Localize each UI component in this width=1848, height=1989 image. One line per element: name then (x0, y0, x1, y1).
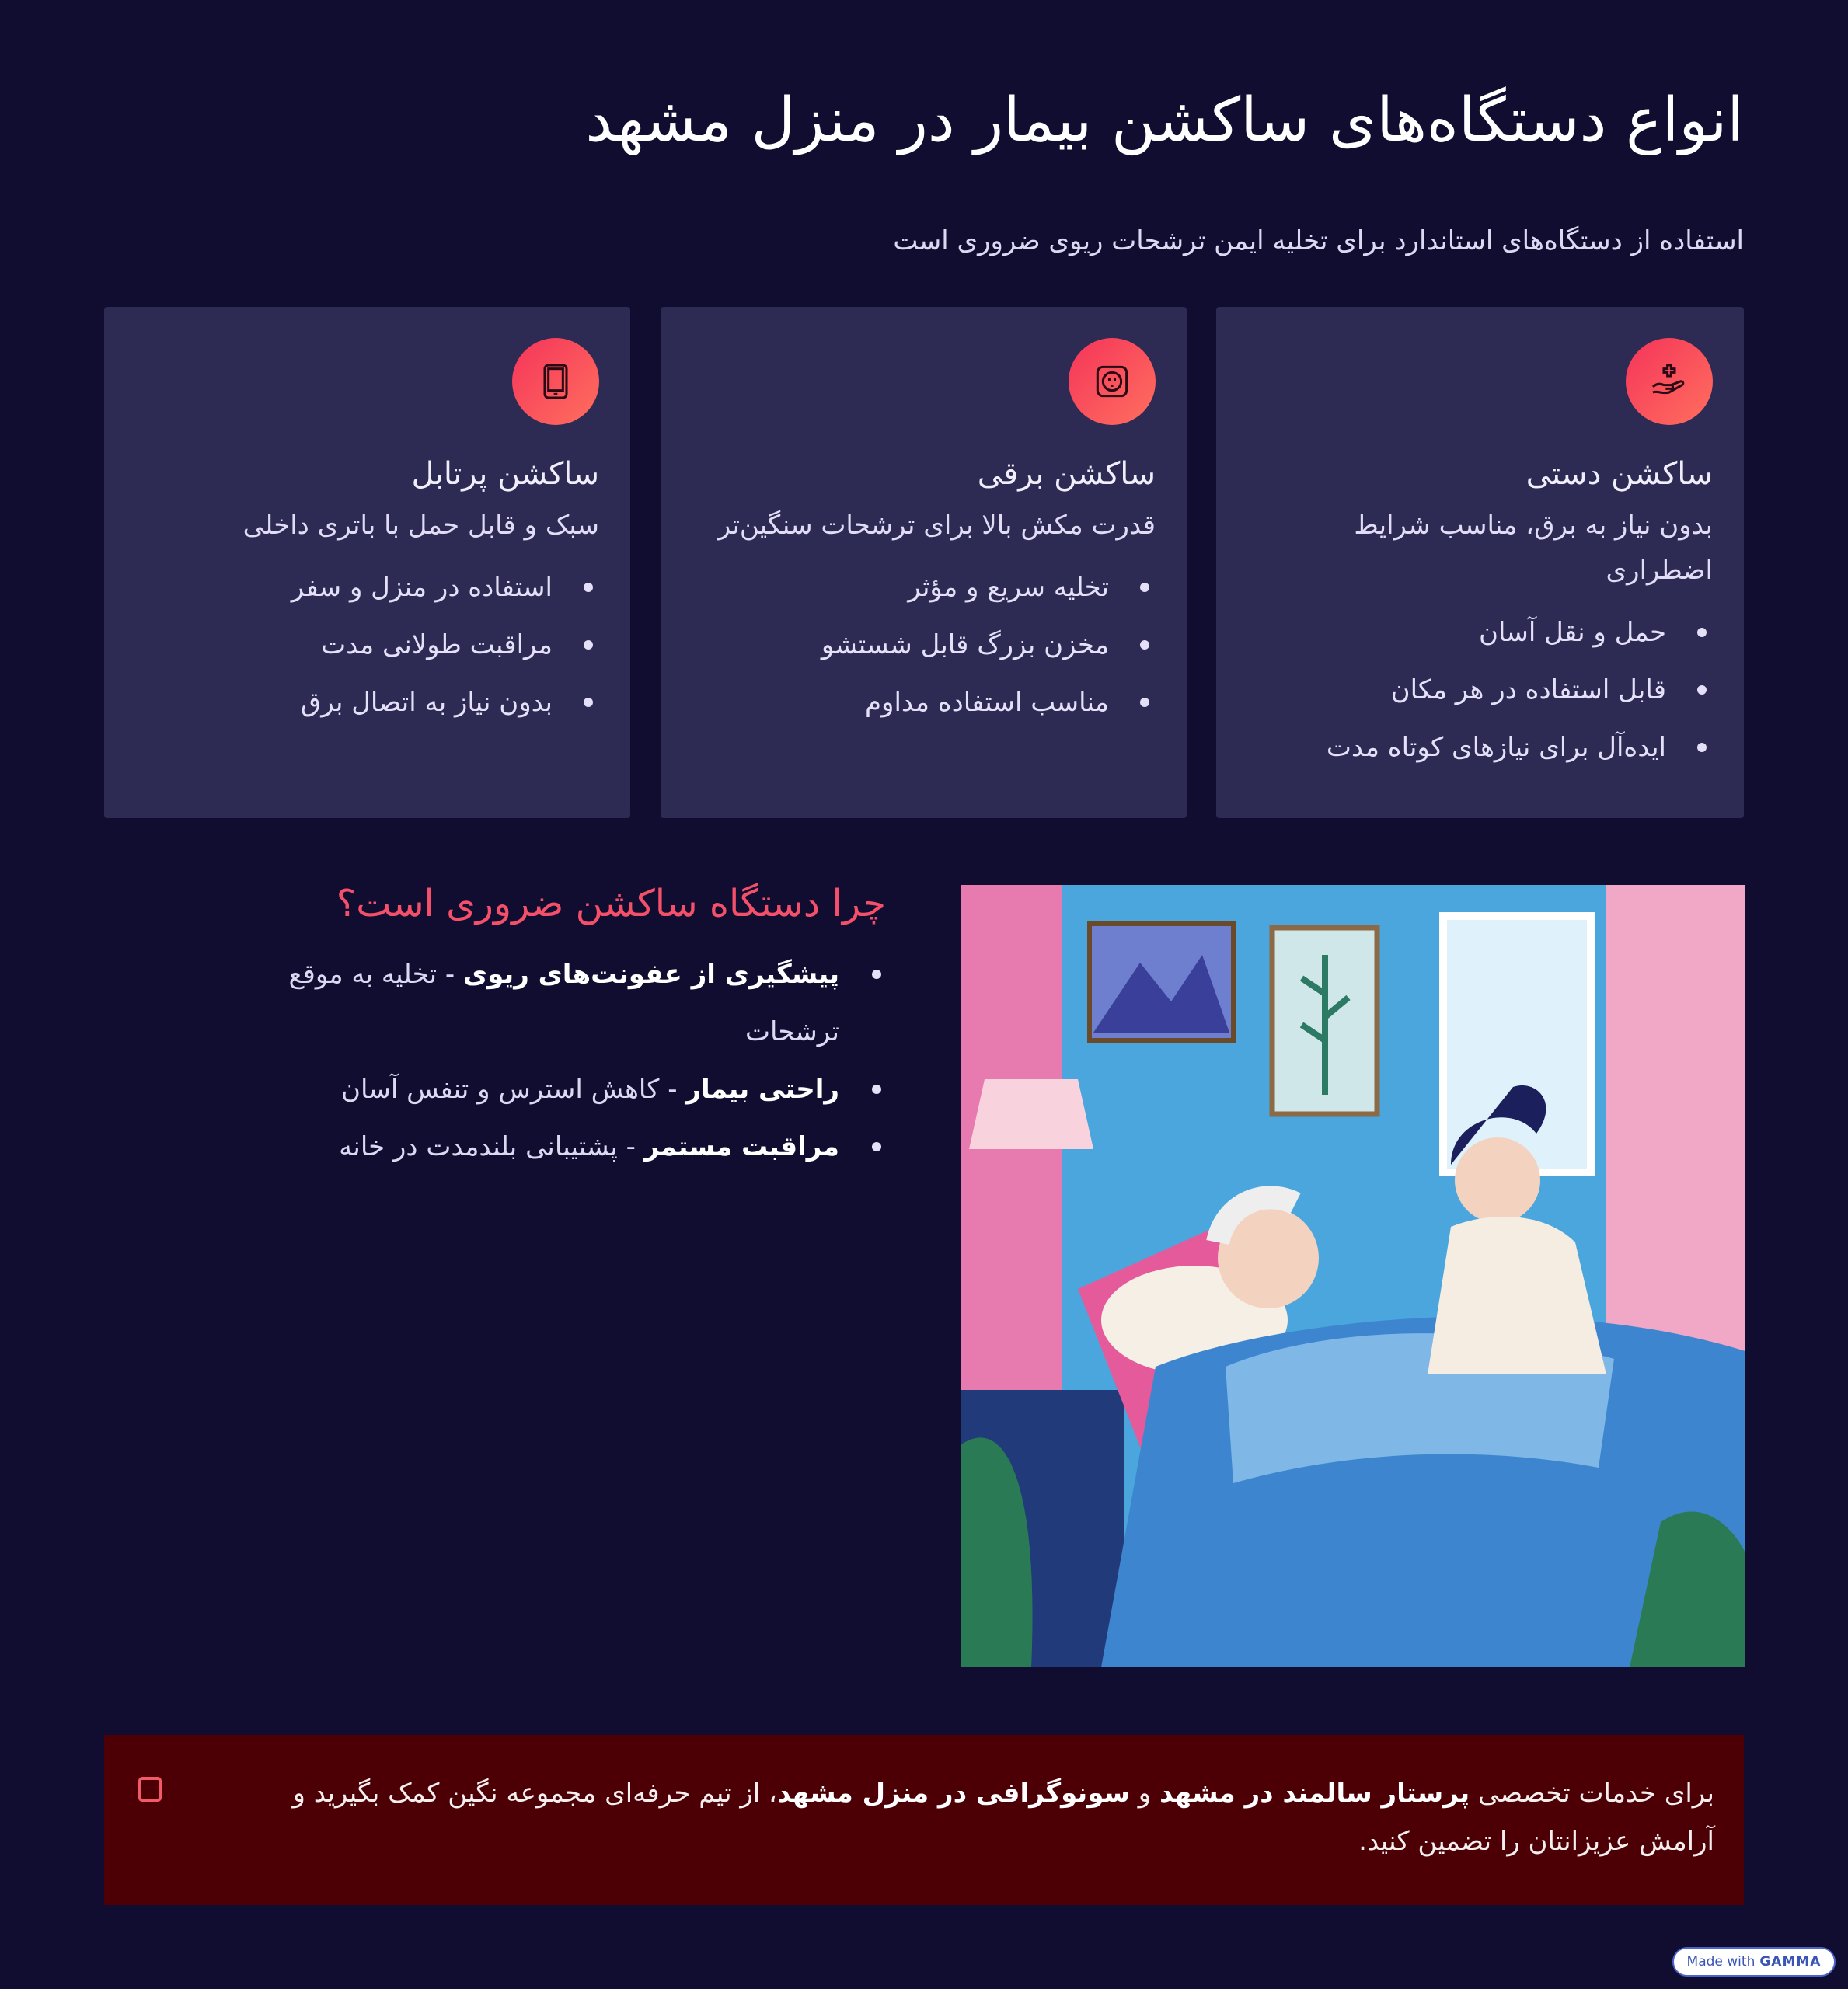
list-item: بدون نیاز به اتصال برق (135, 674, 599, 731)
page-subtitle: استفاده از دستگاه‌های استاندارد برای تخلیه ایمن ترشحات ریوی ضروری است (893, 225, 1744, 256)
callout-text-part: ، از تیم حرفه‌ای مجموعه نگین کمک بگیرید و آرامش عزیزانتان را تضمین کنید. (292, 1778, 1714, 1857)
why-title: چرا دستگاه ساکشن ضروری است؟ (336, 882, 886, 925)
list-item-bold: مراقبت مستمر (643, 1131, 839, 1162)
list-item: قابل استفاده در هر مکان (1247, 661, 1713, 719)
list-item-text: - تخلیه به موقع ترشحات (288, 959, 839, 1047)
tablet-icon (512, 338, 599, 425)
made-with-gamma-badge[interactable] (1672, 1947, 1836, 1977)
list-item: مراقبت طولانی مدت (135, 616, 599, 674)
hand-medical-icon (1626, 338, 1713, 425)
callout-text-part: برای خدمات تخصصی (1470, 1778, 1714, 1809)
list-item (210, 1118, 886, 1176)
list-item (210, 1061, 886, 1118)
card-portable-suction (104, 307, 630, 818)
callout-box (104, 1735, 1744, 1905)
callout-text-part: و (1129, 1778, 1159, 1809)
list-item-text: - پشتیبانی بلندمدت در خانه (339, 1131, 644, 1162)
card-electric-suction (661, 307, 1187, 818)
note-icon (138, 1777, 162, 1802)
badge-text: Made with (1686, 1954, 1756, 1970)
page-title: انواع دستگاه‌های ساکشن بیمار در منزل مشهد (585, 85, 1744, 155)
list-item: مخزن بزرگ قابل شستشو (692, 616, 1156, 674)
card-description: قدرت مکش بالا برای ترشحات سنگین‌تر (717, 510, 1156, 541)
list-item-bold: پیشگیری از عفونت‌های ریوی (462, 959, 839, 990)
list-item-text: - کاهش استرس و تنفس آسان (341, 1074, 686, 1105)
card-title: ساکشن دستی (1525, 456, 1713, 492)
card-description: بدون نیاز به برق، مناسب شرایط اضطراری (1354, 510, 1713, 586)
list-item: حمل و نقل آسان (1247, 604, 1713, 661)
card-title: ساکشن پرتابل (411, 456, 599, 492)
why-section (210, 882, 886, 1176)
list-item (210, 946, 886, 1061)
callout-link-sonography: سونوگرافی در منزل مشهد (777, 1778, 1130, 1809)
list-item: تخلیه سریع و مؤثر (692, 559, 1156, 616)
card-manual-suction (1216, 307, 1744, 818)
card-description: سبک و قابل حمل با باتری داخلی (242, 510, 599, 541)
power-outlet-icon (1069, 338, 1156, 425)
list-item-bold: راحتی بیمار (685, 1074, 839, 1105)
list-item: ایده‌آل برای نیازهای کوتاه مدت (1247, 719, 1713, 776)
callout-link-nurse: پرستار سالمند در مشهد (1159, 1778, 1470, 1809)
card-title: ساکشن برقی (977, 456, 1156, 492)
callout-text (275, 1769, 1714, 1865)
nurse-patient-illustration (961, 885, 1745, 1667)
list-item: استفاده در منزل و سفر (135, 559, 599, 616)
gamma-logo: GAMMA (1759, 1954, 1822, 1970)
list-item: مناسب استفاده مداوم (692, 674, 1156, 731)
